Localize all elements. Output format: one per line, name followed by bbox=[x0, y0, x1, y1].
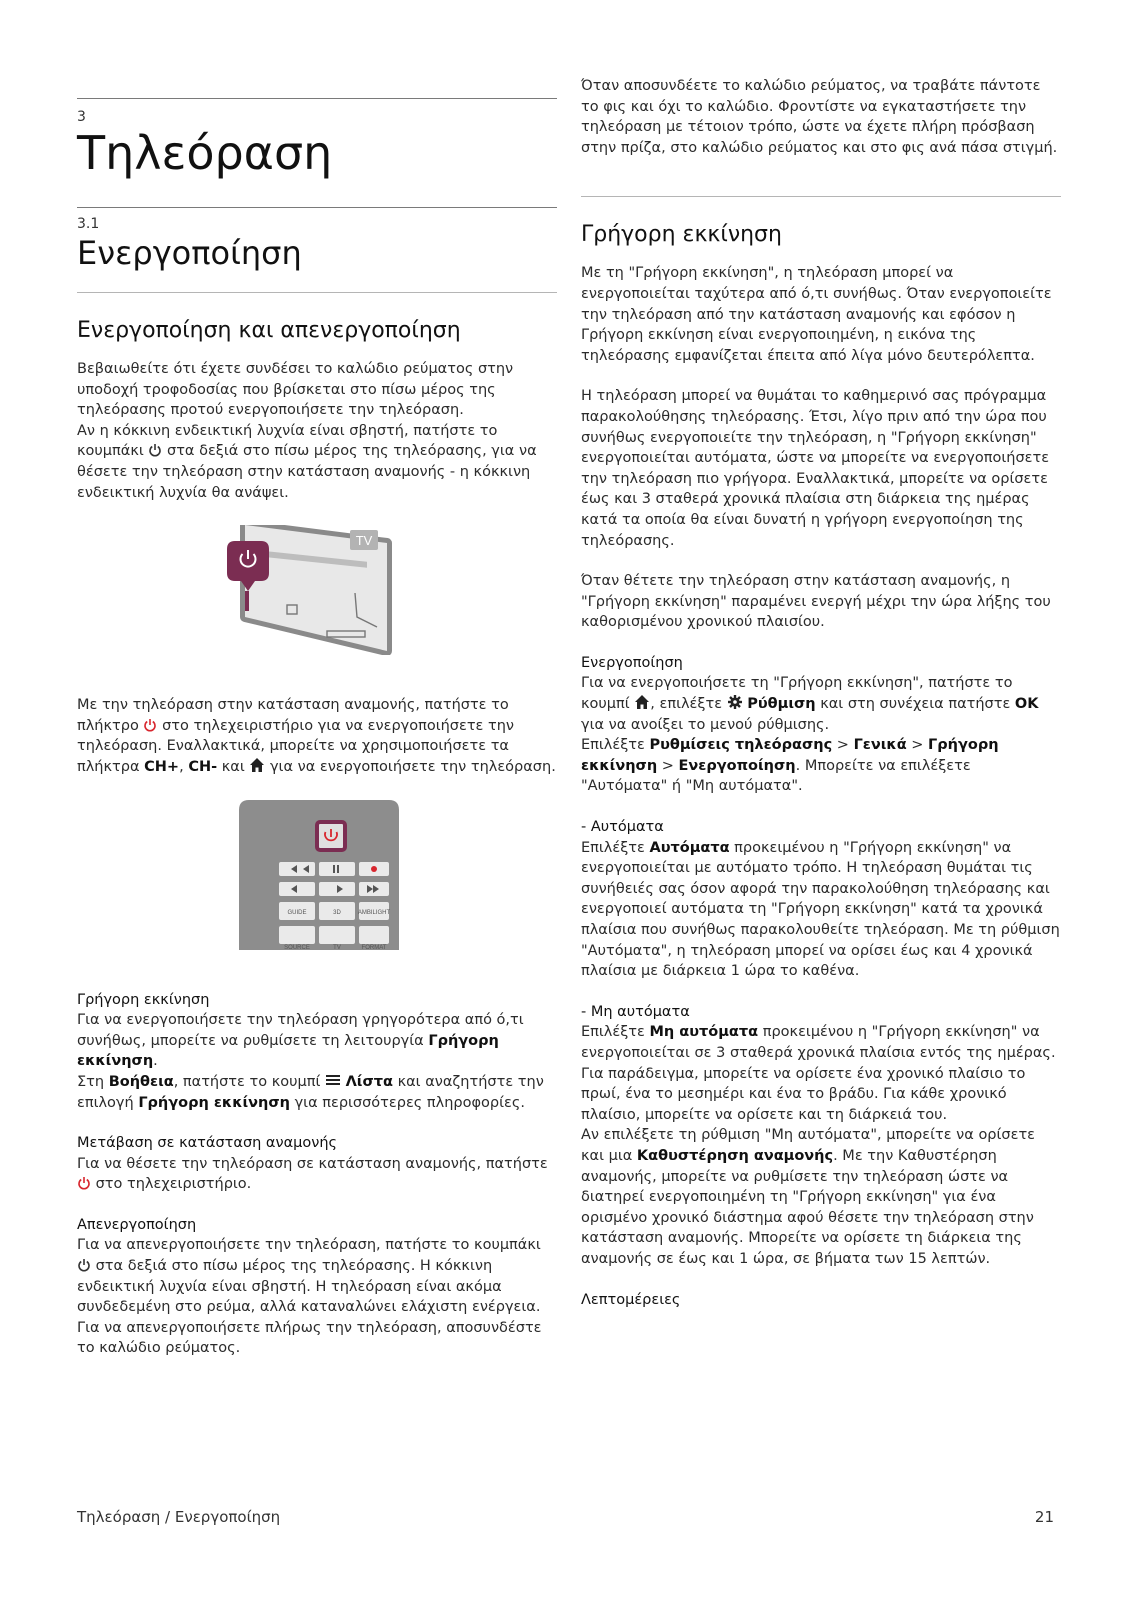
tv-back-illustration bbox=[227, 525, 417, 655]
standby-text: Για να θέσετε την τηλεόραση σε κατάσταση αναμονής, πατήστε στο τηλεχειριστήριο. bbox=[77, 1155, 548, 1193]
remote-3d-label: 3D bbox=[333, 909, 341, 916]
section-rule bbox=[77, 207, 557, 208]
footer-breadcrumb: Τηλεόραση / Ενεργοποίηση bbox=[77, 1508, 281, 1526]
remote-tv-label: TV bbox=[333, 944, 341, 950]
remote-format-label: FORMAT bbox=[361, 944, 387, 950]
quickstart-text: Για να ενεργοποιήσετε την τηλεόραση γρηγορότερα από ό,τι συνήθως, μπορείτε να ρυθμίσετε τη λειτουργία Γρήγορη εκκίνηση. bbox=[77, 1012, 524, 1070]
power-icon-red bbox=[77, 1176, 91, 1190]
gear-icon bbox=[727, 694, 743, 710]
poweroff-subtitle: Απενεργοποίηση bbox=[77, 1216, 197, 1233]
power-icon-red bbox=[143, 718, 157, 732]
activation-subtitle: Ενεργοποίηση bbox=[581, 654, 683, 671]
auto-text: Επιλέξτε Αυτόματα προκειμένου η "Γρήγορη εκκίνηση" να ενεργοποιείται με αυτόματο τρόπο. Η τηλεόραση θυμάται τις συνήθειές σας όσον αφορά την παρακολούθηση τηλεόρασης και ενεργοποιεί αυτόματα τη "Γρήγορη εκκίνηση" κατά τα χρονικά πλαίσια που συνήθως παρακολουθείτε τηλεόραση. Με τη ρύθμιση "Αυτόματα", η τηλεόραση μπορεί να ορίσει έως και 4 χρονικά πλαίσια με διάρκεια 1 ώρα το καθένα. bbox=[581, 839, 1060, 980]
home-icon bbox=[634, 694, 650, 710]
remote-source-label: SOURCE bbox=[284, 944, 310, 950]
quickstart-heading: Γρήγορη εκκίνηση bbox=[581, 222, 782, 248]
remote-guide-label: GUIDE bbox=[287, 909, 307, 916]
left-column bbox=[77, 0, 557, 1359]
section-number: 3.1 bbox=[77, 216, 100, 232]
manual-text: Επιλέξτε Μη αυτόματα προκειμένου η "Γρήγορη εκκίνηση" να ενεργοποιείται σε 3 σταθερά χρονικά πλαίσια εντός της ημέρας. Για παράδειγμα, μπορείτε να ορίσετε ένα χρονικό πλαίσιο το πρωί, ένα το μεσημέρι και ένα το βράδυ. Για κάθε χρονικό πλαίσιο, μπορείτε να ορίσετε και τη διάρκειά του. bbox=[581, 1024, 1056, 1123]
list-icon bbox=[325, 1072, 341, 1088]
tv-badge-label: TV bbox=[355, 533, 373, 549]
quickstart-standby: Όταν θέτετε την τηλεόραση στην κατάσταση αναμονής, η "Γρήγορη εκκίνηση" παραμένει ενεργή μέχρι την ώρα λήξης του καθορισμένου χρονικού πλαισίου. bbox=[581, 573, 1051, 631]
remote-illustration bbox=[239, 800, 399, 950]
standby-instruction: Αν η κόκκινη ενδεικτική λυχνία είναι σβηστή, πατήστε το κουμπάκι στα δεξιά στο πίσω μέρος της τηλεόρασης, για να θέσετε την τηλεόραση στην κατάσταση αναμονής - η κόκκινη ενδεικτική λυχνία θα ανάψει. bbox=[77, 422, 537, 501]
power-icon bbox=[148, 443, 162, 457]
auto-subtitle: - Αυτόματα bbox=[581, 819, 664, 836]
onoff-heading: Ενεργοποίηση και απενεργοποίηση bbox=[77, 318, 461, 343]
remote-instruction: Με την τηλεόραση στην κατάσταση αναμονής, πατήστε το πλήκτρο στο τηλεχειριστήριο για να ενεργοποιήσετε την τηλεόραση. Εναλλακτικά, μπορείτε να χρησιμοποιήσετε τα πλήκτρα CH+, CH- και για να ενεργοποιήσετε την τηλεόραση. bbox=[77, 697, 556, 775]
chapter-rule bbox=[77, 98, 557, 99]
chapter-number: 3 bbox=[77, 109, 86, 125]
section-divider bbox=[77, 292, 557, 293]
quickstart-help: Στη Βοήθεια, πατήστε το κουμπί Λίστα και αναζητήστε την επιλογή Γρήγορη εκκίνηση για περισσότερες πληροφορίες. bbox=[77, 1073, 544, 1111]
activation-text: Για να ενεργοποιήσετε τη "Γρήγορη εκκίνηση", πατήστε το κουμπί , επιλέξτε Ρύθμιση και στη συνέχεια πατήστε OK για να ανοίξει το μενού ρύθμισης. bbox=[581, 675, 1039, 733]
poweroff-text: Για να απενεργοποιήσετε την τηλεόραση, πατήστε το κουμπάκι στα δεξιά στο πίσω μέρος της τηλεόρασης. Η κόκκινη ενδεικτική λυχνία είναι σβηστή. Η τηλεόραση είναι ακόμα συνδεδεμένη στο ρεύμα, αλλά καταναλώνει ελάχιστη ενέργεια. Για να απενεργοποιήσετε πλήρως την τηλεόραση, αποσυνδέστε το καλώδιο ρεύματος. bbox=[77, 1237, 542, 1357]
activation-path: Επιλέξτε Ρυθμίσεις τηλεόρασης > Γενικά > Γρήγορη εκκίνηση > Ενεργοποίηση. Μπορείτε να επιλέξετε "Αυτόματα" ή "Μη αυτόματα". bbox=[581, 737, 999, 795]
home-icon bbox=[249, 757, 265, 773]
unplug-paragraph: Όταν αποσυνδέετε το καλώδιο ρεύματος, να τραβάτε πάντοτε το φις και όχι το καλώδιο. Φροντίστε να εγκαταστήσετε την τηλεόραση με τέτοιον τρόπο, ώστε να έχετε πλήρη πρόσβαση στην πρίζα, στο καλώδιο ρεύματος και στο φις ανά πάσα στιγμή. bbox=[581, 78, 1058, 156]
page-number: 21 bbox=[1034, 1508, 1054, 1526]
section-title: Ενεργοποίηση bbox=[77, 234, 302, 272]
standby-subtitle: Μετάβαση σε κατάσταση αναμονής bbox=[77, 1135, 338, 1152]
manual-subtitle: - Μη αυτόματα bbox=[581, 1003, 690, 1020]
intro-paragraph: Βεβαιωθείτε ότι έχετε συνδέσει το καλώδιο ρεύματος στην υποδοχή τροφοδοσίας που βρίσκεται στο πίσω μέρος της τηλεόρασης προτού ενεργοποιήσετε την τηλεόραση. bbox=[77, 361, 514, 419]
power-icon bbox=[77, 1258, 91, 1272]
quickstart-intro: Με τη "Γρήγορη εκκίνηση", η τηλεόραση μπορεί να ενεργοποιείται ταχύτερα από ό,τι συνήθως. Όταν ενεργοποιείτε την τηλεόραση από την κατάσταση αναμονής και εφόσον η Γρήγορη εκκίνηση είναι ενεργοποιημένη, η εικόνα της τηλεόρασης εμφανίζεται έπειτα από λίγα μόνο δευτερόλεπτα. bbox=[581, 265, 1052, 364]
chapter-title: Τηλεόραση bbox=[77, 126, 333, 180]
quickstart-subtitle: Γρήγορη εκκίνηση bbox=[77, 991, 210, 1008]
right-column bbox=[581, 0, 1061, 1310]
manual-delay-text: Αν επιλέξετε τη ρύθμιση "Μη αυτόματα", μπορείτε να ορίσετε και μια Καθυστέρηση αναμονής. Με την Καθυστέρηση αναμονής, μπορείτε να ρυθμίσετε την τηλεόραση ώστε να διατηρεί ενεργοποιημένη τη "Γρήγορη εκκίνηση" για ένα ορισμένο χρονικό διάστημα αφού θέσετε την τηλεόραση στην κατάσταση αναμονής. Μπορείτε να ορίσετε τη διάρκεια της αναμονής σε έως και 1 ώρα, σε βήματα των 15 λεπτών. bbox=[581, 1127, 1036, 1267]
quickstart-divider bbox=[581, 196, 1061, 197]
details-subtitle: Λεπτομέρειες bbox=[581, 1291, 681, 1308]
quickstart-schedule: Η τηλεόραση μπορεί να θυμάται το καθημερινό σας πρόγραμμα παρακολούθησης τηλεόρασης. Έτσι, λίγο πριν από την ώρα που συνήθως ενεργοποιείτε την τηλεόραση, η "Γρήγορη εκκίνηση" ενεργοποιείται αυτόματα, ώστε να μπορείτε να ενεργοποιήσετε την τηλεόραση πιο γρήγορα. Εναλλακτικά, μπορείτε να ορίσετε έως και 3 σταθερά χρονικά πλαίσια στη διάρκεια της ημέρας κατά τα οποία θα είναι δυνατή η γρήγορη ενεργοποίηση της τηλεόρασης. bbox=[581, 388, 1050, 549]
remote-ambilight-label: AMBILIGHT bbox=[357, 909, 391, 916]
